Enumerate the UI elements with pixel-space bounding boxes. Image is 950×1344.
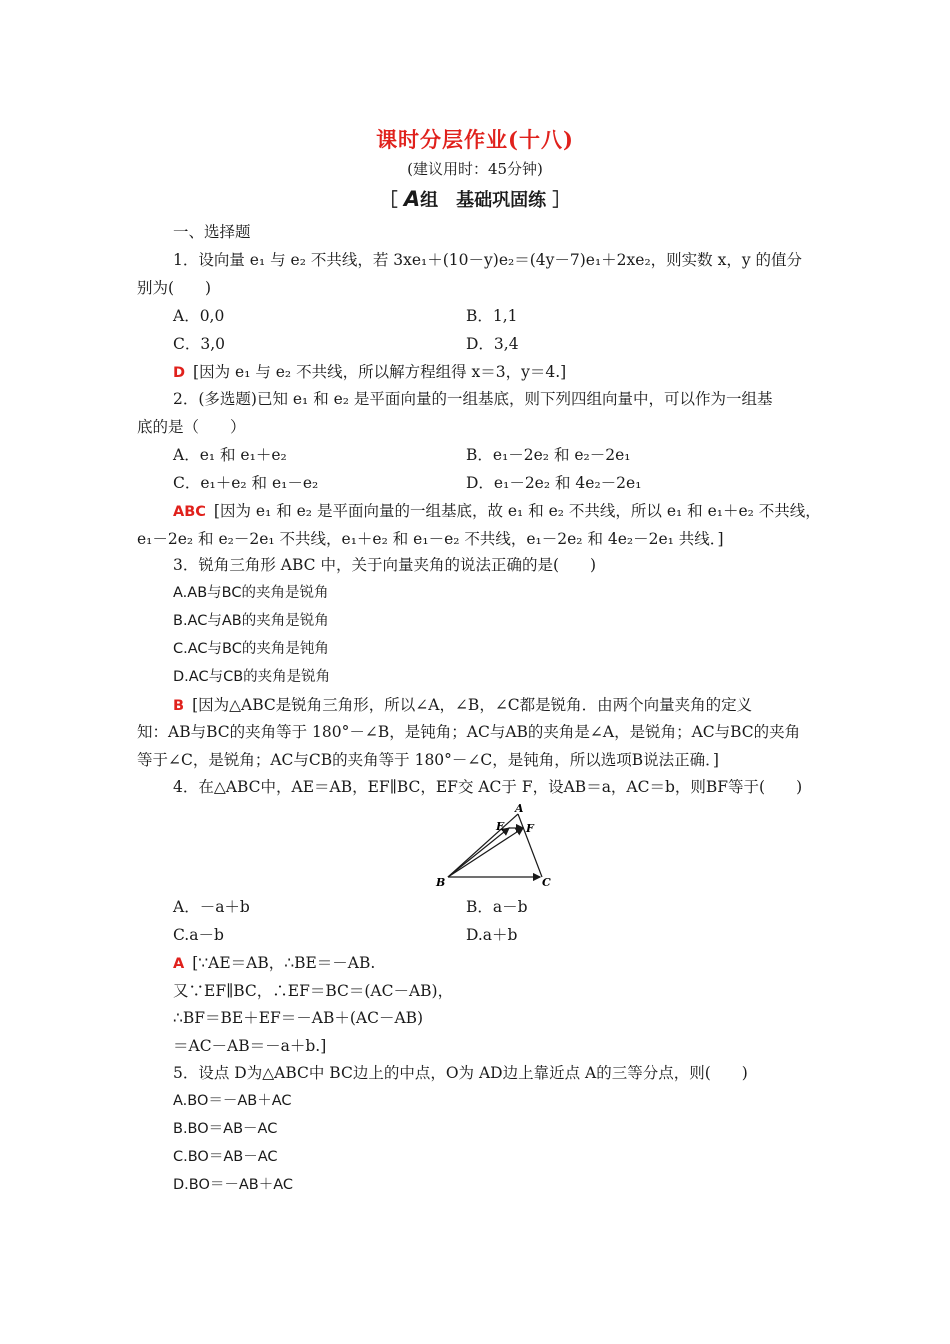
- q2-option-a: A．e₁ 和 e₁＋e₂: [173, 446, 287, 464]
- q2-stem-line1: 2．(多选题)已知 e₁ 和 e₂ 是平面向量的一组基底，则下列四组向量中，可以作为一组基: [173, 390, 773, 408]
- q1-stem-line1: 1．设向量 e₁ 与 e₂ 不共线，若 3xe₁＋(10－y)e₂＝(4y－7)e₁＋2xe₂，则实数 x，y 的值分: [173, 251, 803, 269]
- q4-explanation-line4: ＝AC－AB＝－a＋b.]: [173, 1037, 327, 1055]
- group-letter: A: [403, 187, 421, 211]
- q1-stem-line2: 别为( ): [137, 279, 212, 297]
- q3-option-a: A.AB与BC的夹角是锐角: [173, 585, 329, 601]
- q2-explanation-line1: [因为 e₁ 和 e₂ 是平面向量的一组基底，故 e₁ 和 e₂ 不共线，所以 e₁ 和 e₁＋e₂ 不共线，: [213, 502, 821, 520]
- group-text: 组 基础巩固练: [420, 190, 547, 211]
- triangle-figure: [430, 802, 560, 892]
- q3-stem: 3．锐角三角形 ABC 中，关于向量夹角的说法正确的是( ): [173, 556, 597, 574]
- group-heading: [0, 186, 950, 212]
- page-title: 课时分层作业(十八): [376, 127, 574, 152]
- q2-option-c: C．e₁＋e₂ 和 e₁－e₂: [173, 474, 319, 492]
- q1-option-a: A．0,0: [173, 307, 225, 325]
- q3-explanation-line3: 等于∠C，是锐角；AC与CB的夹角等于 180°－∠C，是钝角，所以选项B说法正确．]: [137, 751, 719, 769]
- q4-explanation-line1: [∵AE＝AB，∴BE＝－AB.: [192, 954, 376, 972]
- vector-bf: [448, 828, 523, 877]
- q1-option-c: C．3,0: [173, 335, 226, 353]
- q4-explanation-line3: ∴BF＝BE＋EF＝－AB＋(AC－AB): [173, 1009, 424, 1027]
- left-bracket: ［: [379, 190, 404, 211]
- vector-be: [448, 828, 509, 877]
- q4-option-b: B．a－b: [466, 898, 528, 916]
- q3-explanation-line2: 知：AB与BC的夹角等于 180°－∠B，是钝角；AC与AB的夹角是∠A，是锐角；AC与BC的夹角: [137, 723, 801, 741]
- q5-option-d: D.BO＝－AB＋AC: [173, 1177, 294, 1193]
- q4-option-c: C.a－b: [173, 926, 224, 944]
- q3-answer-line: [173, 694, 752, 717]
- q3-option-d: D.AC与CB的夹角是锐角: [173, 669, 331, 685]
- q2-option-d: D．e₁－2e₂ 和 4e₂－2e₁: [466, 474, 642, 492]
- q3-option-c: C.AC与BC的夹角是钝角: [173, 641, 329, 657]
- q4-answer: A: [173, 956, 185, 972]
- q2-answer: ABC: [173, 504, 206, 520]
- label-e: E: [496, 820, 505, 833]
- q1-explanation: [因为 e₁ 与 e₂ 不共线，所以解方程组得 x＝3，y＝4.]: [193, 363, 567, 381]
- section-heading: 一、选择题: [173, 223, 251, 241]
- q3-explanation-line1: [因为△ABC是锐角三角形，所以∠A，∠B，∠C都是锐角．由两个向量夹角的定义: [192, 696, 753, 714]
- q3-answer: B: [173, 698, 185, 714]
- q4-stem: 4．在△ABC中，AE＝AB，EF∥BC，EF交 AC于 F，设AB＝a，AC＝b，则BF等于( ): [173, 778, 803, 796]
- q4-option-a: A．－a＋b: [173, 898, 250, 916]
- q1-answer-line: [173, 361, 566, 384]
- side-ab: [448, 814, 518, 877]
- q5-stem: 5．设点 D为△ABC中 BC边上的中点，O为 AD边上靠近点 A的三等分点，则( ): [173, 1064, 748, 1082]
- label-a: A: [515, 802, 524, 815]
- q4-explanation-line2: 又∵EF∥BC，∴EF＝BC＝(AC－AB)，: [173, 982, 454, 1000]
- q2-stem-line2: 底的是（ ）: [137, 418, 246, 436]
- q1-option-d: D．3,4: [466, 335, 519, 353]
- q5-option-b: B.BO＝AB－AC: [173, 1121, 278, 1137]
- q3-option-b: B.AC与AB的夹角是锐角: [173, 613, 329, 629]
- q1-option-b: B．1,1: [466, 307, 518, 325]
- q2-answer-line: [173, 500, 821, 523]
- q4-answer-line: [173, 952, 375, 975]
- q4-option-d: D.a＋b: [466, 926, 518, 944]
- suggested-time: (建议用时：45分钟): [407, 160, 543, 178]
- q5-option-a: A.BO＝－AB＋AC: [173, 1093, 292, 1109]
- q1-answer: D: [173, 365, 186, 381]
- label-f: F: [526, 822, 534, 835]
- q2-explanation-line2: e₁－2e₂ 和 e₂－2e₁ 不共线，e₁＋e₂ 和 e₁－e₂ 不共线，e₁－2e₂ 和 4e₂－2e₁ 共线．]: [137, 530, 724, 548]
- label-c: C: [542, 876, 551, 889]
- q5-option-c: C.BO＝AB－AC: [173, 1149, 278, 1165]
- label-b: B: [436, 876, 446, 889]
- right-bracket: ］: [546, 190, 571, 211]
- q2-option-b: B．e₁－2e₂ 和 e₂－2e₁: [466, 446, 631, 464]
